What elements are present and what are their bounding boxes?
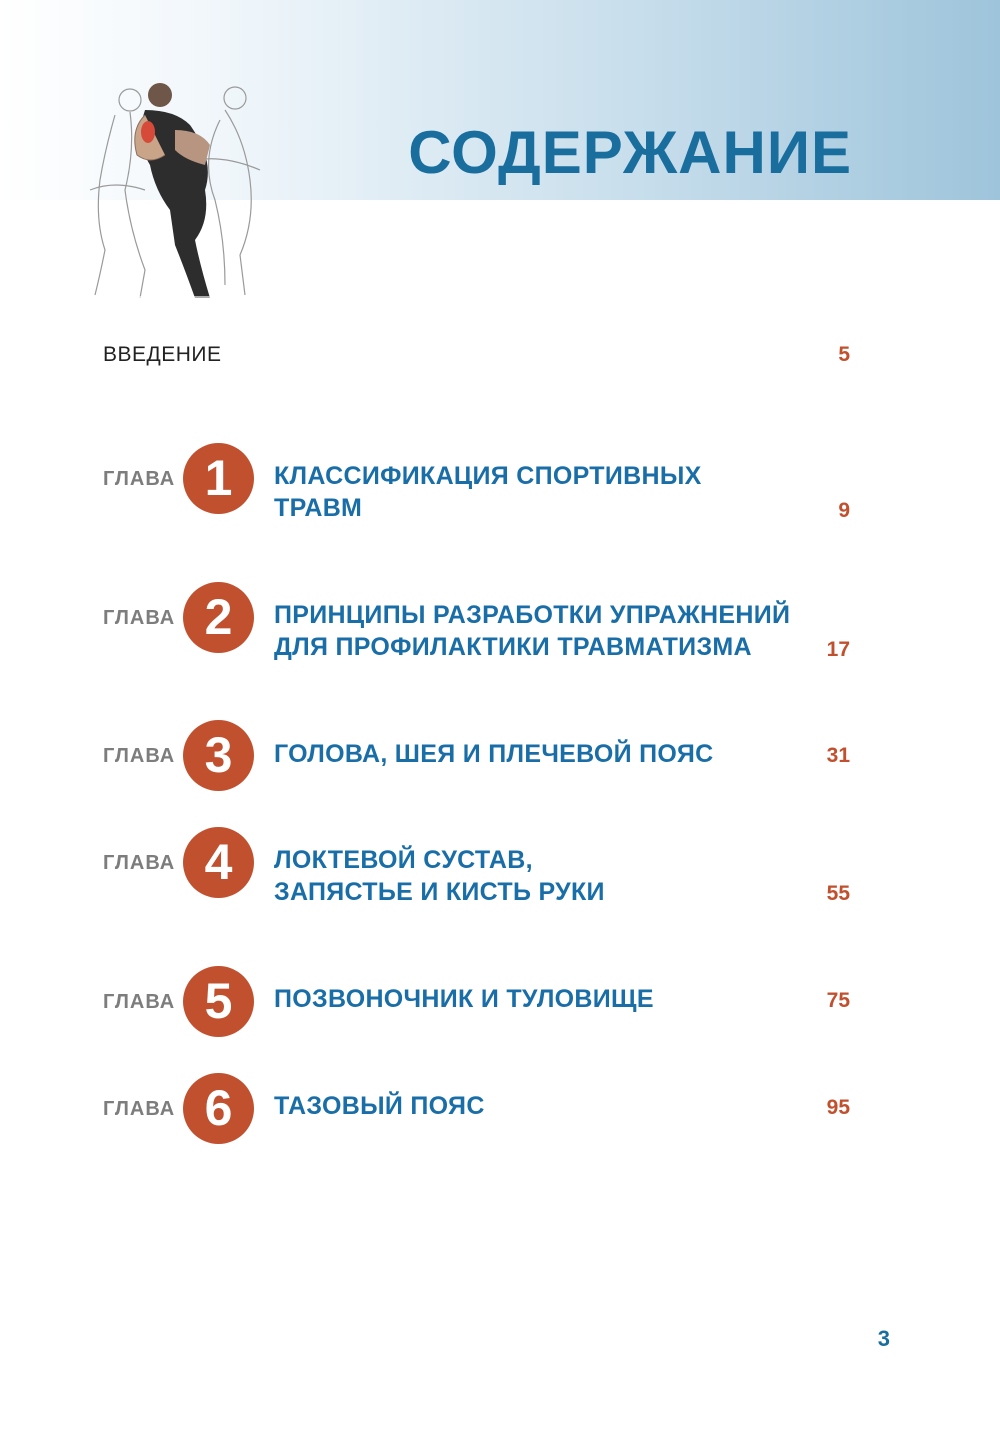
chapter-number-badge: 3: [183, 720, 254, 791]
chapter-number-badge: 6: [183, 1073, 254, 1144]
chapter-word: ГЛАВА: [103, 468, 176, 490]
intro-page-number[interactable]: 5: [838, 343, 850, 366]
chapter-entry-6[interactable]: [0, 1073, 1000, 1153]
chapter-title-line1: ПОЗВОНОЧНИК И ТУЛОВИЩЕ: [274, 985, 654, 1013]
chapter-title: [274, 460, 702, 524]
chapter-word: ГЛАВА: [103, 852, 176, 874]
chapter-title: [274, 599, 790, 663]
chapter-title-line2: ЗАПЯСТЬЕ И КИСТЬ РУКИ: [274, 878, 605, 906]
chapter-title-line1: ЛОКТЕВОЙ СУСТАВ,: [274, 846, 533, 874]
chapter-title-line1: КЛАССИФИКАЦИЯ СПОРТИВНЫХ: [274, 462, 702, 490]
chapter-number-badge: 1: [183, 443, 254, 514]
chapter-title-line2: ТРАВМ: [274, 494, 363, 522]
chapter-title-line1: ТАЗОВЫЙ ПОЯС: [274, 1092, 485, 1120]
intro-label[interactable]: ВВЕДЕНИЕ: [103, 343, 222, 366]
chapter-entry-2[interactable]: [0, 582, 1000, 662]
rugby-players-illustration: [75, 70, 270, 305]
chapter-number-badge: 5: [183, 966, 254, 1037]
page-title: СОДЕРЖАНИЕ: [408, 119, 852, 186]
chapter-word: ГЛАВА: [103, 1098, 176, 1120]
chapter-title-line1: ПРИНЦИПЫ РАЗРАБОТКИ УПРАЖНЕНИЙ: [274, 601, 791, 629]
chapter-word: ГЛАВА: [103, 607, 176, 629]
chapter-page-number: 55: [826, 882, 850, 905]
chapter-page-number: 95: [826, 1096, 850, 1119]
chapter-entry-4[interactable]: [0, 827, 1000, 907]
chapter-entry-5[interactable]: [0, 966, 1000, 1046]
chapter-entry-1[interactable]: [0, 443, 1000, 523]
chapter-word: ГЛАВА: [103, 745, 176, 767]
chapter-page-number: 31: [826, 744, 850, 767]
chapter-title-line1: ГОЛОВА, ШЕЯ И ПЛЕЧЕВОЙ ПОЯС: [274, 740, 714, 768]
chapter-number-badge: 2: [183, 582, 254, 653]
chapter-page-number: 75: [826, 989, 850, 1012]
chapter-title: [274, 1090, 485, 1122]
chapter-title: [274, 844, 605, 908]
chapter-page-number: 17: [826, 638, 850, 661]
chapter-entry-3[interactable]: [0, 720, 1000, 800]
chapter-word: ГЛАВА: [103, 991, 176, 1013]
folio-page-number: 3: [877, 1326, 890, 1351]
chapter-title: [274, 983, 654, 1015]
chapter-title-line2: ДЛЯ ПРОФИЛАКТИКИ ТРАВМАТИЗМА: [274, 633, 752, 661]
chapter-page-number: 9: [838, 499, 850, 522]
chapter-title: [274, 738, 713, 770]
chapter-number-badge: 4: [183, 827, 254, 898]
